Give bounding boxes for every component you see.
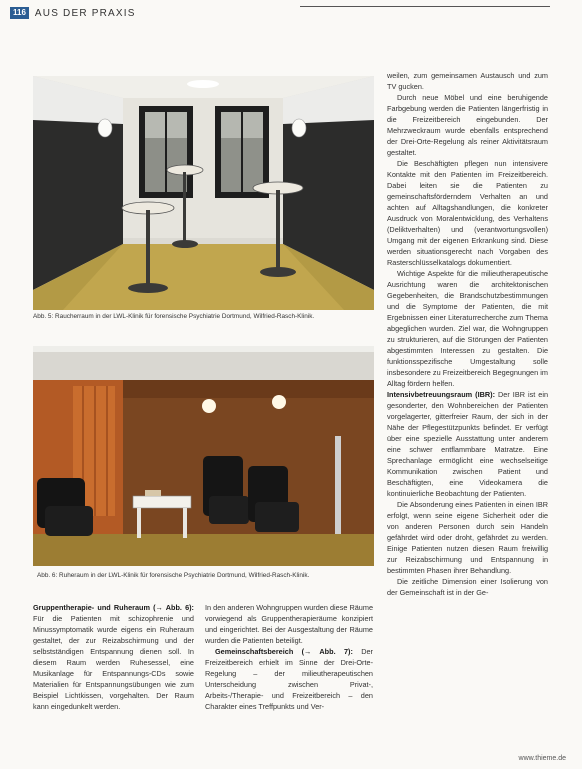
middle-column-heading: Gemeinschaftsbereich (→ Abb. 7): — [215, 647, 353, 656]
section-title: AUS DER PRAXIS — [34, 7, 136, 19]
middle-paragraph-2 — [205, 646, 373, 712]
right-paragraph-6: Die Absonderung eines Patienten in einen IBR erfolgt, wenn seine eigene Sicherheit oder die von anderen Personen durch sein Handeln gefährdet wird oder droht, gefährdet zu werden. Einige Patienten nutzen diesen Raum freiwillig zur Reizabschirmung und Entspannung in bestimmten Phasen ihrer Behandlung. — [387, 500, 548, 575]
figure-smoking-room-photo — [33, 76, 374, 310]
right-paragraph-7: Die zeitliche Dimension einer Isolierung von der Gemeinschaft ist in der Ge- — [387, 577, 548, 597]
smoking-room-illustration — [33, 76, 374, 310]
left-column-heading: Gruppentherapie- und Ruheraum (→ Abb. 6): — [33, 603, 194, 612]
page-number: 116 — [10, 7, 29, 19]
right-paragraph-3: Die Beschäftigten pflegen nun intensivere Kontakte mit den Patienten im Freizeitbereich. Dabei leiten sie die Patienten zu gemeinschaftsförderndem Verhalten an und achten auf Alltagshandlungen, die konkreter Ausdruck von Moralentwicklung, des Verhaltens (Deliktverhalten) und (verantwortungsvollen) Umgang mit der eigenen Erkrankung sind. Diese werden situationsgerecht nach Vorgaben des Rasterschlüsselkatalogs dokumentiert. — [387, 159, 548, 267]
middle-paragraph-1: In den anderen Wohngruppen wurden diese Räume vorwiegend als Gruppentherapieräume konzipiert und eingerichtet. Bei der Ausgestaltung der Räume wurden die Patienten beteiligt. — [205, 603, 373, 645]
header-rule — [300, 6, 550, 7]
middle-column — [205, 602, 373, 712]
right-paragraph-2: Durch neue Möbel und eine beruhigende Farbgebung werden die Patienten längerfristig in die Freizeitbereich eingebunden. Der Mehrzweckraum wurde ebenfalls entsprechend der Drei-Orte-Regelung als reiner Aktivitätsraum gestaltet. — [387, 93, 548, 157]
right-paragraph-4: Wichtige Aspekte für die milieutherapeutische Ausrichtung waren die architektonischen Gegebenheiten, die Brandschutzbestimmungen und die Symptome der Patienten, die mit Ergebnissen einer Literaturrecherche zum Thema abgeglichen wurden. Ziel war, die Wohngruppen zu strukturieren, auf die Störungen der Patienten abgestimmten Interessen zu gestalten. Die funktionsspezifische Umgestaltung solle insbesondere zu Freizeitbereich Begegnungen im Alltag fördern helfen. — [387, 269, 548, 388]
figure-rest-room-photo — [33, 346, 374, 566]
left-column — [33, 602, 194, 712]
footer-url: www.thieme.de — [518, 755, 566, 762]
figure-1-caption: Abb. 5: Raucherraum in der LWL-Klinik für forensische Psychiatrie Dortmund, Wilfried-Rasch-Klinik. — [33, 313, 315, 320]
figure-2-caption: Abb. 6: Ruheraum in der LWL-Klinik für forensische Psychiatrie Dortmund, Wilfried-Rasch-Klinik. — [37, 572, 310, 579]
right-paragraph-5 — [387, 389, 548, 499]
middle-column-text: Der Freizeitbereich erhielt im Sinne der Drei-Orte-Regelung – der milieutherapeutischen Unterscheidung zwischen Privat-, Arbeits-/Therapie- und Freizeitbereich – den Charakter eines Treffpunkts und Ver- — [205, 647, 373, 711]
right-column-ibr-text: Der IBR ist ein gesonderter, den Wohnbereichen der Patienten vorgelagerter, gitterfreier Raum, der sich in der Nähe der Pflegestützpunkts befindet. Er verfügt über eine spezielle Ausstattung unter anderem eine schwer entflammbare Matratze. Eine Sprechanlage ermöglicht eine wechselseitige Kommunikation zwischen Patient und Beschäftigten, eine Videokamera die kontinuierliche Beobachtung der Patienten. — [387, 390, 549, 498]
running-header — [10, 6, 136, 20]
right-column-heading: Intensivbetreuungsraum (IBR): — [387, 390, 496, 399]
left-column-text: Für die Patienten mit schizophrenie und Minussymptomatik wurde eigens ein Ruheraum gestaltet, der zur Reizabschirmung und der selbstständigen Entspannung dienen soll. In diesem Raum werden Ruhesessel, eine Musikanlage für Entspannungs-CDs sowie Materialien für Entspannungsübungen wie zum Beispiel Lichtkissen, vorgehalten. Der Raum kann eingedunkelt werden. — [33, 614, 194, 711]
right-column — [387, 70, 548, 598]
rest-room-illustration — [33, 346, 374, 566]
right-paragraph-1: weilen, zum gemeinsamen Austausch und zum TV gucken. — [387, 71, 548, 91]
left-column-paragraph — [33, 602, 194, 712]
